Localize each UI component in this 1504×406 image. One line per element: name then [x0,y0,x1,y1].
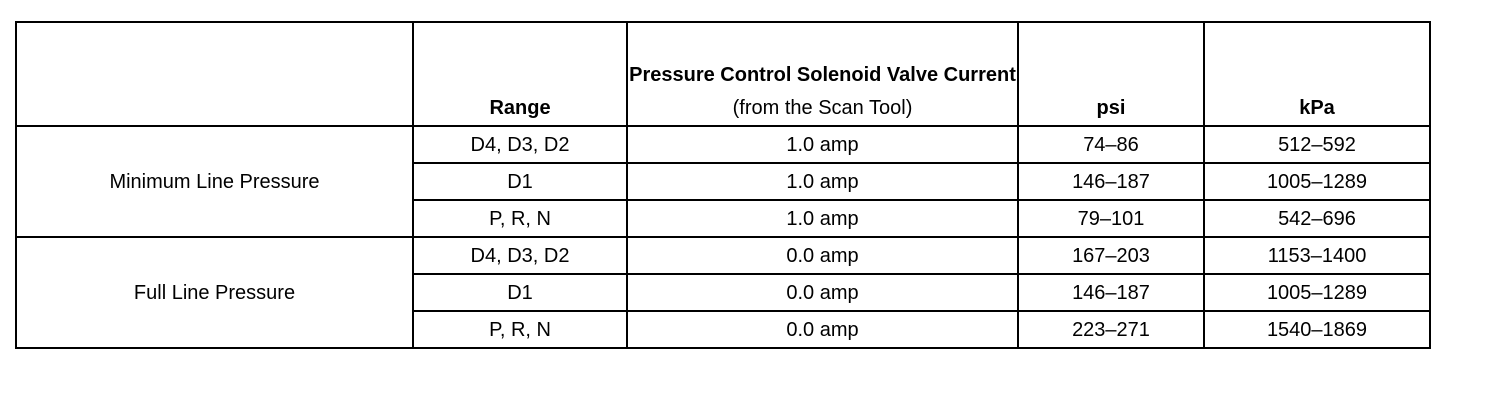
range-cell: P, R, N [413,311,627,348]
header-solenoid-current-title: Pressure Control Solenoid Valve Current [629,64,1016,86]
header-solenoid-current [627,22,1018,126]
range-cell: D4, D3, D2 [413,237,627,274]
header-range: Range [413,22,627,126]
psi-cell: 79–101 [1018,200,1204,237]
psi-cell: 74–86 [1018,126,1204,163]
psi-cell: 146–187 [1018,163,1204,200]
kpa-cell: 1005–1289 [1204,163,1430,200]
current-cell: 0.0 amp [627,237,1018,274]
psi-cell: 223–271 [1018,311,1204,348]
header-solenoid-current-subtitle: (from the Scan Tool) [732,97,913,119]
current-cell: 1.0 amp [627,163,1018,200]
table-row [16,237,1430,274]
condition-cell: Full Line Pressure [16,237,413,348]
psi-cell: 146–187 [1018,274,1204,311]
current-cell: 0.0 amp [627,311,1018,348]
header-row [16,22,1430,126]
line-pressure-spec-table [15,21,1431,349]
range-cell: D4, D3, D2 [413,126,627,163]
psi-cell: 167–203 [1018,237,1204,274]
header-psi: psi [1018,22,1204,126]
current-cell: 0.0 amp [627,274,1018,311]
current-cell: 1.0 amp [627,200,1018,237]
header-kpa: kPa [1204,22,1430,126]
kpa-cell: 1153–1400 [1204,237,1430,274]
range-cell: D1 [413,274,627,311]
kpa-cell: 1005–1289 [1204,274,1430,311]
header-condition [16,22,413,126]
range-cell: P, R, N [413,200,627,237]
kpa-cell: 542–696 [1204,200,1430,237]
kpa-cell: 512–592 [1204,126,1430,163]
table-row [16,126,1430,163]
range-cell: D1 [413,163,627,200]
current-cell: 1.0 amp [627,126,1018,163]
kpa-cell: 1540–1869 [1204,311,1430,348]
condition-cell: Minimum Line Pressure [16,126,413,237]
